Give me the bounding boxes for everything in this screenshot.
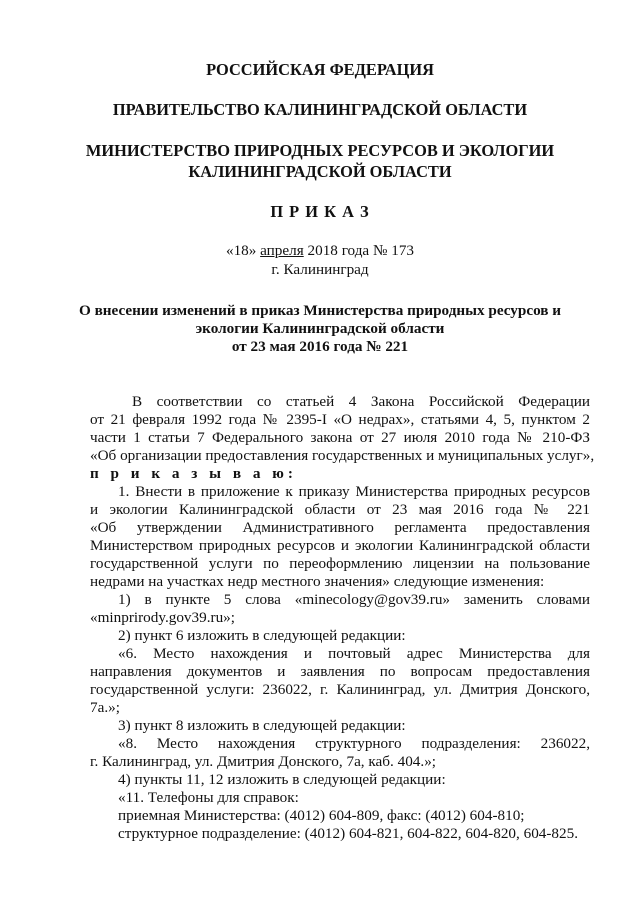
body-line: 1) в пункте 5 слова «minecology@gov39.ru» заменить словами <box>118 591 590 608</box>
header-government: ПРАВИТЕЛЬСТВО КАЛИНИНГРАДСКОЙ ОБЛАСТИ <box>112 100 528 119</box>
header-federation: РОССИЙСКАЯ ФЕДЕРАЦИЯ <box>206 60 434 79</box>
header-ministry-line2: КАЛИНИНГРАДСКОЙ ОБЛАСТИ <box>188 162 452 181</box>
title-line1: О внесении изменений в приказ Министерства природных ресурсов и <box>78 302 562 319</box>
body-line: государственной услуги по переоформлению лицензии на пользование <box>90 555 590 572</box>
header-ministry-line1: МИНИСТЕРСТВО ПРИРОДНЫХ РЕСУРСОВ И ЭКОЛОГИИ <box>85 141 555 160</box>
body-line: структурное подразделение: (4012) 604-821, 604-822, 604-820, 604-825. <box>118 825 579 842</box>
body-line: «11. Телефоны для справок: <box>118 789 299 806</box>
body-line: 3) пункт 8 изложить в следующей редакции: <box>118 717 406 734</box>
body-line: части 1 статьи 7 Федерального закона от 27 июля 2010 года № 210-ФЗ <box>90 429 590 446</box>
body-line: приемная Министерства: (4012) 604-809, факс: (4012) 604-810; <box>118 807 525 824</box>
body-line-order: п р и к а з ы в а ю: <box>90 465 297 482</box>
body-line: 1. Внести в приложение к приказу Министерства природных ресурсов <box>118 483 590 500</box>
body-line: 2) пункт 6 изложить в следующей редакции: <box>118 627 406 644</box>
body-line: «6. Место нахождения и почтовый адрес Министерства для <box>118 645 590 662</box>
date-day: «18» <box>225 242 257 259</box>
body-line: г. Калининград, ул. Дмитрия Донского, 7а, каб. 404.»; <box>90 753 437 770</box>
body-line: от 21 февраля 1992 года № 2395-I «О недрах», статьями 4, 5, пунктом 2 <box>90 411 590 428</box>
body-line: В соответствии со статьей 4 Закона Российской Федерации <box>132 393 590 410</box>
doc-type: П Р И К А З <box>270 202 370 221</box>
title-line3: от 23 мая 2016 года № 221 <box>231 338 409 355</box>
body-line: недрами на участках недр местного значения» следующие изменения: <box>90 573 545 590</box>
body-line: «Об организации предоставления государственных и муниципальных услуг», <box>90 447 595 464</box>
body-line: 7а.»; <box>90 699 120 716</box>
body-line: 4) пункты 11, 12 изложить в следующей редакции: <box>118 771 446 788</box>
title-line2: экологии Калининградской области <box>195 320 445 337</box>
body-line: государственной услуги: 236022, г. Калининград, ул. Дмитрия Донского, <box>90 681 590 698</box>
body-line: и экологии Калининградской области от 23 мая 2016 года № 221 <box>90 501 590 518</box>
body-line: Министерством природных ресурсов и экологии Калининградской области <box>90 537 590 554</box>
body-line: направления документов и заявления по вопросам предоставления <box>90 663 590 680</box>
city: г. Калининград <box>271 261 369 278</box>
body-line: «8. Место нахождения структурного подразделения: 236022, <box>118 735 590 752</box>
date-rest: 2018 года № 173 <box>307 242 415 259</box>
body-line: «Об утверждении Административного регламента предоставления <box>90 519 590 536</box>
date-month: апреля <box>260 242 304 259</box>
body-line: «minprirody.gov39.ru»; <box>90 609 235 626</box>
date-line <box>0 243 640 258</box>
